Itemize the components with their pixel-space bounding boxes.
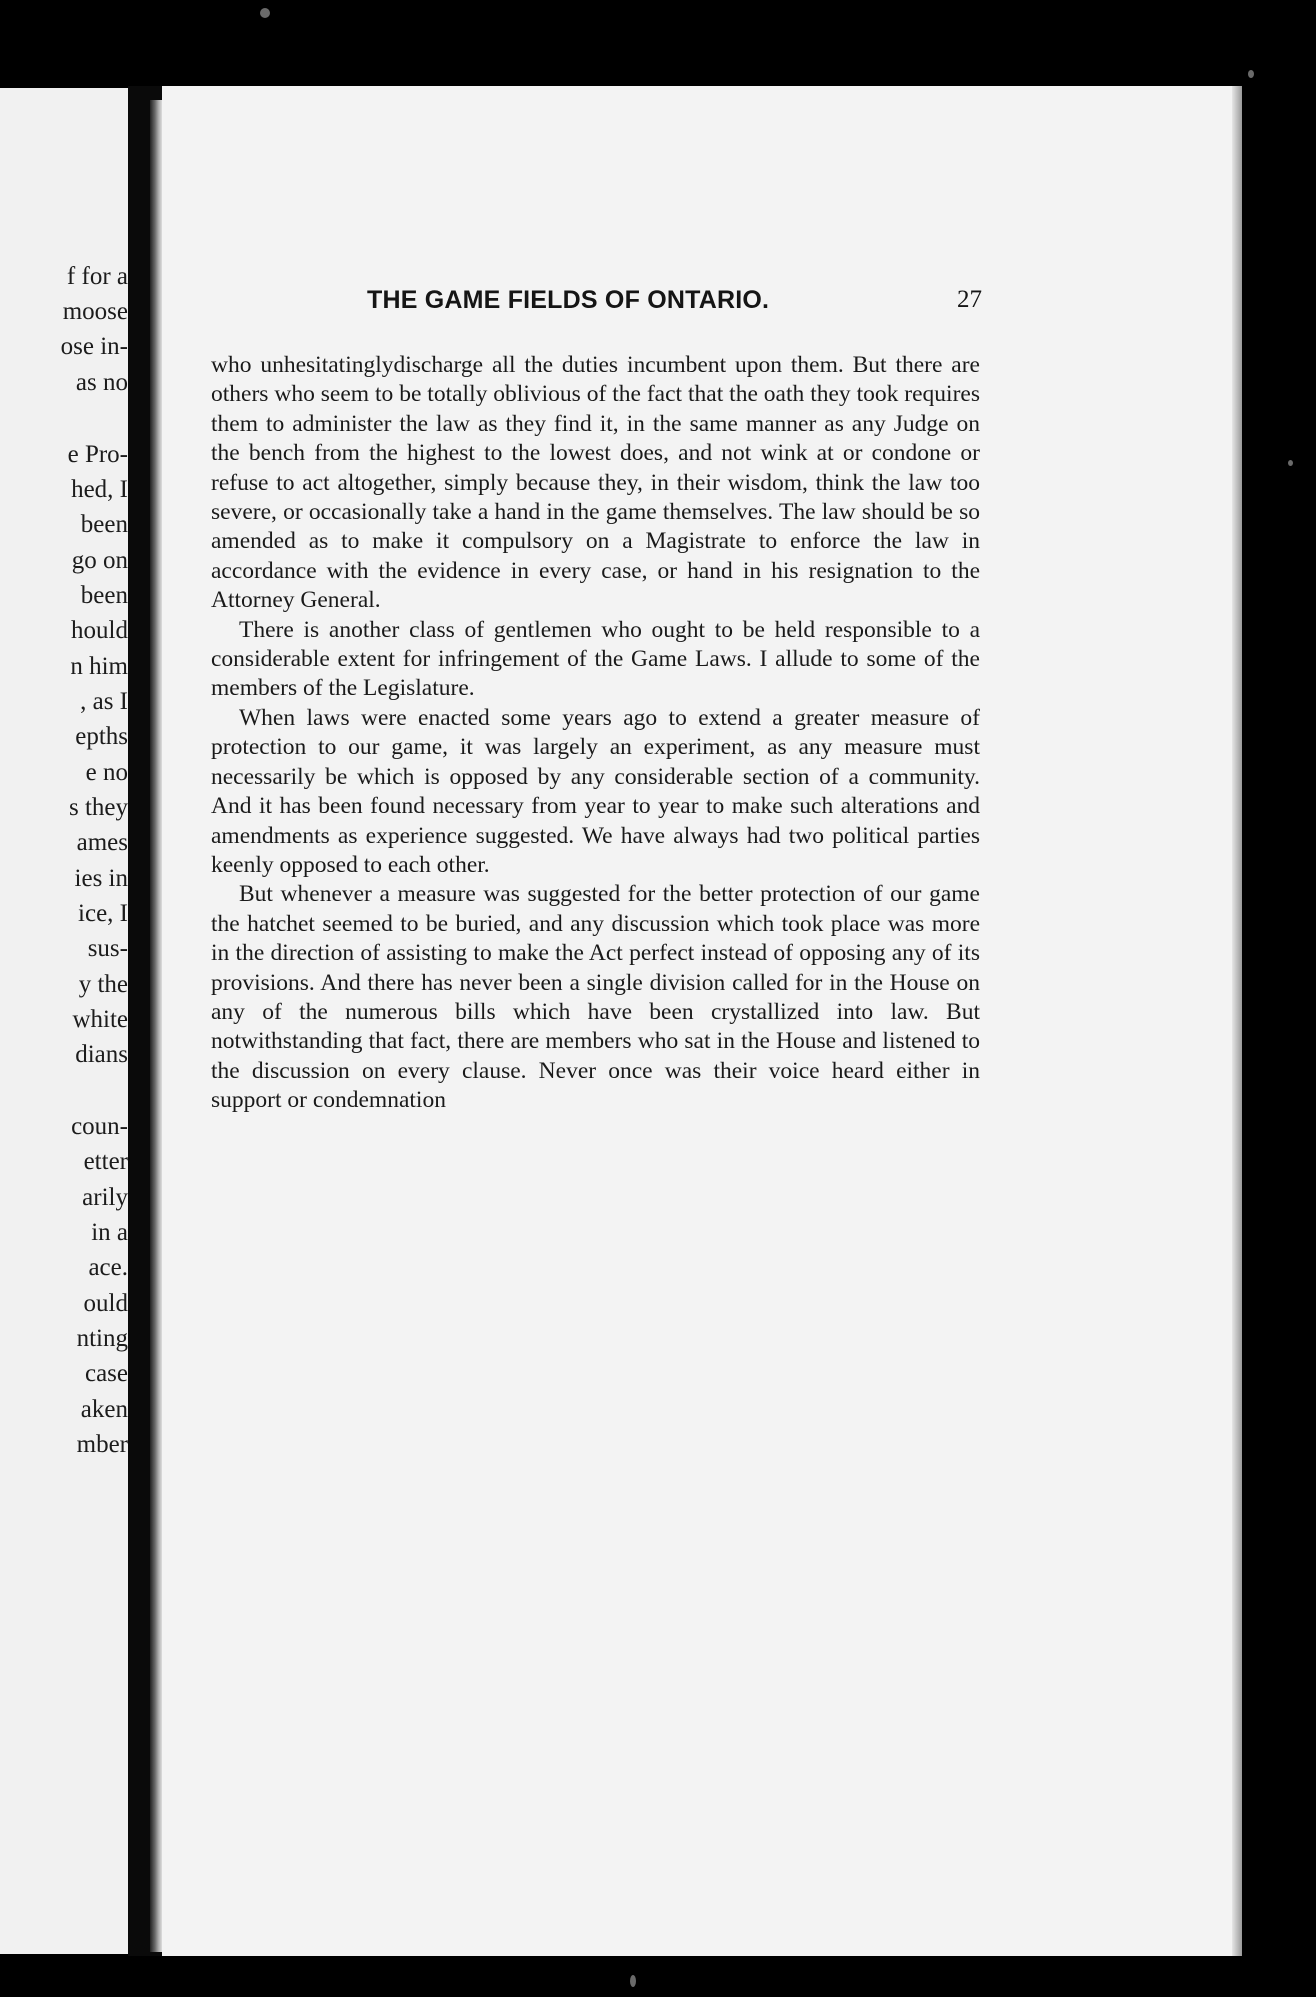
- body-text: [211, 351, 980, 1116]
- paragraph: But whenever a measure was suggested for the better protection of our game the hatchet seemed to be buried, and any discussion which took place was more in the direction of assisting to make the Act perfect instead of opposing any of its provisions. And there has never been a single division called for in the House on any of the numerous bills which have been crystallized into law. But notwithstanding that fact, there are members who sat in the House and listened to the discussion on every clause. Never once was their voice heard either in support or condemnation: [211, 881, 980, 1114]
- page-right-edge: [1232, 86, 1242, 1956]
- left-page-line: ose in-: [60, 333, 128, 360]
- left-page-line: ice, I: [78, 900, 128, 927]
- left-page-line: aken: [80, 1396, 128, 1423]
- left-page-line: moose: [62, 298, 128, 325]
- left-page-line: y the: [78, 971, 128, 998]
- left-page-line: sus-: [87, 935, 128, 962]
- left-page-line: arily: [82, 1184, 128, 1211]
- running-head: [162, 286, 1242, 326]
- paragraph: There is another class of gentlemen who ought to be held responsible to a considerable extent for infringement of the Game Laws. I allude to some of the members of the Legislature.: [211, 616, 980, 702]
- left-page-line: ould: [83, 1290, 128, 1317]
- left-page-line: n him: [70, 653, 128, 680]
- left-page-line: epths: [75, 723, 128, 750]
- left-page-line: f for a: [66, 263, 128, 290]
- left-page-fragment: [0, 88, 128, 1954]
- left-page-line: white: [72, 1006, 128, 1033]
- right-page: [162, 86, 1242, 1956]
- left-page-line: nting: [76, 1325, 128, 1352]
- left-page-line: go on: [71, 547, 128, 574]
- paragraph: When laws were enacted some years ago to extend a greater measure of protection to our game, it was largely an experiment, as any measure must necessarily be which is opposed by any considerable section of a community. And it has been found necessary from year to year to make such alterations and amendments as experience suggested. We have always had two political parties keenly opposed to each other.: [211, 704, 980, 878]
- left-page-line: coun-: [71, 1113, 128, 1140]
- dust-speck: [260, 8, 270, 18]
- left-page-line: e Pro-: [67, 441, 128, 468]
- left-page-line: ace.: [88, 1254, 128, 1281]
- page-number: 27: [957, 286, 982, 313]
- left-page-line: s they: [68, 794, 128, 821]
- dust-speck: [630, 1975, 636, 1987]
- left-page-line: case: [84, 1360, 128, 1387]
- dust-speck: [1248, 70, 1254, 78]
- paragraph: who unhesitatinglydischarge all the duties incumbent upon them. But there are others who seem to be totally oblivious of the fact that the oath they took requires them to administer the law as they find it, in the same manner as any Judge on the bench from the highest to the lowest does, and not wink at or condone or refuse to act altogether, simply because they, in their wisdom, think the law too severe, or occasionally take a hand in the game themselves. The law should be so amended as to make it compulsory on a Magistrate to enforce the law in accordance with the evidence in every case, or hand in his resignation to the Attorney General.: [211, 352, 980, 614]
- left-page-line: hould: [71, 617, 128, 644]
- left-page-line: e no: [85, 759, 128, 786]
- left-page-line: ies in: [74, 865, 128, 892]
- left-page-line: hed, I: [71, 476, 128, 503]
- page-edge-shadow: [150, 100, 162, 1952]
- left-page-line: as no: [75, 369, 128, 396]
- left-page-line: , as I: [80, 688, 128, 715]
- left-page-line: ames: [76, 829, 128, 856]
- dust-speck: [1288, 460, 1293, 466]
- left-page-line: dians: [75, 1041, 128, 1068]
- left-page-line: been: [80, 511, 128, 538]
- left-page-line: mber: [76, 1431, 128, 1458]
- left-page-line: been: [80, 582, 128, 609]
- running-title: THE GAME FIELDS OF ONTARIO.: [367, 286, 770, 314]
- left-page-line: etter: [83, 1148, 128, 1175]
- left-page-line: in a: [91, 1219, 128, 1246]
